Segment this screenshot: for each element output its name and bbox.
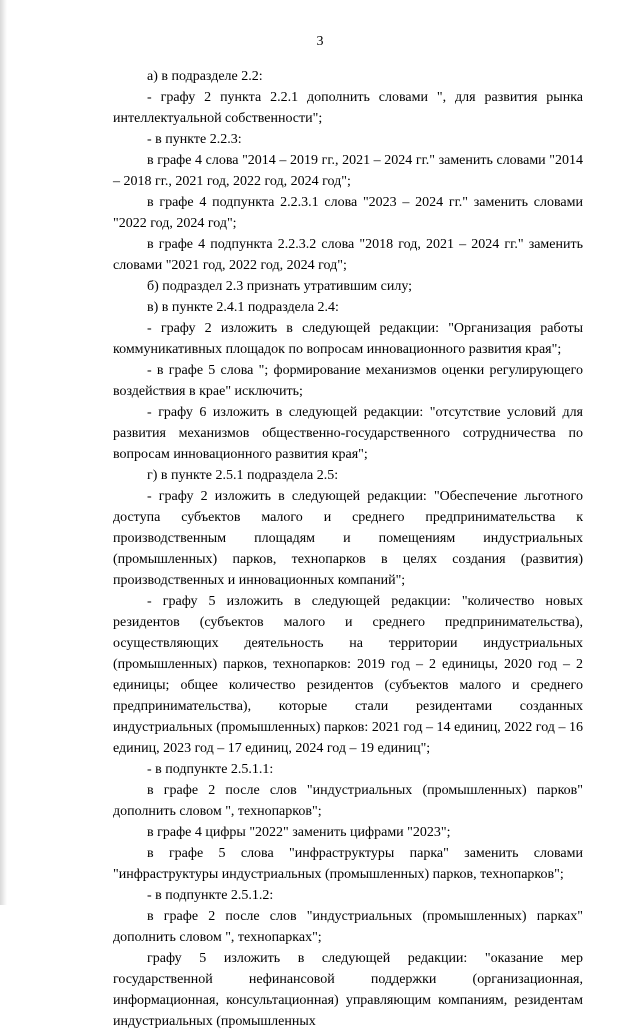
paragraph: в графе 2 после слов "индустриальных (промышленных) парках" дополнить словом ", технопарках";: [113, 909, 583, 945]
paragraph: - графу 2 пункта 2.2.1 дополнить словами ", для развития рынка интеллектуальной собственности";: [113, 90, 583, 126]
scan-edge-shadow: [0, 0, 7, 905]
paragraph: в графе 4 слова "2014 – 2019 гг., 2021 – 2024 гг." заменить словами "2014 – 2018 гг., 2021 год, 2022 год, 2024 год";: [113, 153, 583, 189]
paragraph: графу 5 изложить в следующей редакции: "оказание мер государственной нефинансовой поддержки (организационная, информационная, консультационная) управляющим компаниям, резидентам индустриальных (промышленных: [113, 951, 583, 1029]
paragraph: б) подраздел 2.3 признать утратившим силу;: [147, 279, 413, 294]
paragraph: - в графе 5 слова "; формирование механизмов оценки регулирующего воздействия в крае" исключить;: [113, 363, 583, 399]
paragraph: - графу 5 изложить в следующей редакции: "количество новых резидентов (субъектов малого и среднего предпринимательства), осуществляющих деятельность на территории индустриальных (промышленных) парков, технопарков: 2019 год – 2 единицы, 2020 год – 2 единицы; общее количество резидентов (субъектов малого и среднего предпринимательства), которые стали резидентами созданных индустриальных (промышленных) парков: 2021 год – 14 единиц, 2022 год – 16 единиц, 2023 год – 17 единиц, 2024 год – 19 единиц";: [113, 594, 583, 756]
document-body: [113, 66, 583, 1032]
paragraph: в графе 4 подпункта 2.2.3.2 слова "2018 год, 2021 – 2024 гг." заменить словами "2021 год, 2022 год, 2024 год";: [113, 237, 583, 273]
paragraph: в) в пункте 2.4.1 подраздела 2.4:: [147, 300, 339, 315]
paragraph: - графу 6 изложить в следующей редакции: "отсутствие условий для развития механизмов общественно-государственного сотрудничества по вопросам инновационного развития края";: [113, 405, 583, 462]
paragraph: - в пункте 2.2.3:: [147, 132, 242, 147]
paragraph: - в подпункте 2.5.1.2:: [147, 888, 274, 903]
paragraph: в графе 4 цифры "2022" заменить цифрами "2023";: [147, 825, 451, 840]
paragraph: а) в подразделе 2.2:: [147, 69, 263, 84]
paragraph: - в подпункте 2.5.1.1:: [147, 762, 274, 777]
paragraph: в графе 4 подпункта 2.2.3.1 слова "2023 – 2024 гг." заменить словами "2022 год, 2024 год";: [113, 195, 583, 231]
page-number: 3: [316, 34, 324, 49]
paragraph: г) в пункте 2.5.1 подраздела 2.5:: [147, 468, 339, 483]
paragraph: - графу 2 изложить в следующей редакции: "Организация работы коммуникативных площадок по вопросам инновационного развития края";: [113, 321, 583, 357]
paragraph: в графе 2 после слов "индустриальных (промышленных) парков" дополнить словом ", технопарков";: [113, 783, 583, 819]
paragraph: - графу 2 изложить в следующей редакции: "Обеспечение льготного доступа субъектов малого и среднего предпринимательства к производственным площадям и помещениям индустриальных (промышленных) парков, технопарков в целях создания (развития) производственных и инновационных компаний";: [113, 489, 583, 588]
paragraph: в графе 5 слова "инфраструктуры парка" заменить словами "инфраструктуры индустриальных (промышленных) парков, технопарков";: [113, 846, 583, 882]
